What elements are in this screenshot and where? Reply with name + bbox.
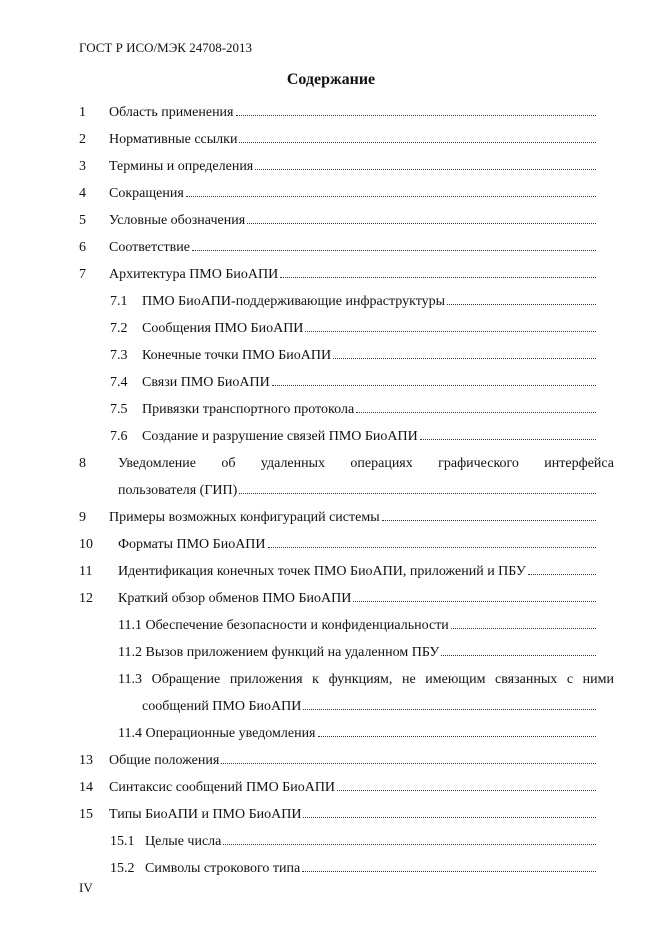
toc-text: Идентификация конечных точек ПМО БиоАПИ, приложений и ПБУ	[118, 564, 526, 579]
toc-text: 11.4 Операционные уведомления	[118, 726, 316, 741]
toc-text: Область применения	[109, 105, 234, 120]
toc-text: Соответствие	[109, 240, 190, 255]
toc-text: ПМО БиоАПИ-поддерживающие инфраструктуры	[142, 294, 446, 309]
toc-number: 7.2	[110, 321, 128, 336]
leader-dots	[356, 411, 596, 413]
leader-dots	[280, 276, 596, 278]
toc-text: Форматы ПМО БиоАПИ	[118, 537, 266, 552]
toc-number: 7.6	[110, 429, 128, 444]
toc-text: Архитектура ПМО БиоАПИ	[109, 267, 279, 282]
toc-entry-7-1[interactable]	[79, 294, 596, 314]
toc-text: Примеры возможных конфигураций системы	[109, 510, 380, 525]
leader-dots	[221, 762, 596, 764]
leader-dots	[353, 600, 596, 602]
toc-number: 2	[79, 132, 86, 147]
toc-text-line2: сообщений ПМО БиоАПИ	[142, 699, 302, 714]
leader-dots	[268, 546, 596, 548]
leader-dots	[239, 141, 596, 143]
leader-dots	[236, 114, 597, 116]
leader-dots	[318, 735, 597, 737]
toc-number: 15.2	[110, 861, 135, 876]
toc-number: 9	[79, 510, 86, 525]
toc-entry-7-6[interactable]	[79, 429, 596, 449]
toc-number: 8	[79, 456, 86, 471]
leader-dots	[420, 438, 596, 440]
toc-entry-7[interactable]	[79, 267, 596, 287]
leader-dots	[305, 330, 596, 332]
toc-number: 14	[79, 780, 93, 795]
leader-dots	[239, 492, 596, 494]
toc-text: Сокращения	[109, 186, 184, 201]
toc-entry-8[interactable]	[79, 456, 614, 500]
leader-dots	[192, 249, 596, 251]
toc-number: 15.1	[110, 834, 135, 849]
toc-number: 15	[79, 807, 93, 822]
toc-number: 7.1	[110, 294, 128, 309]
toc-text: Синтаксис сообщений ПМО БиоАПИ	[109, 780, 336, 795]
toc-text: Термины и определения	[109, 159, 254, 174]
toc-text: Целые числа	[145, 834, 222, 849]
toc-entry-15-1[interactable]	[79, 834, 596, 854]
toc-text: Связи ПМО БиоАПИ	[142, 375, 270, 390]
toc-entry-7-3[interactable]	[79, 348, 596, 368]
toc-entry-11-3[interactable]	[79, 672, 614, 716]
toc-number: 7.5	[110, 402, 128, 417]
toc-number: 6	[79, 240, 86, 255]
leader-dots	[528, 573, 596, 575]
toc-entry-14[interactable]	[79, 780, 596, 800]
toc-text: Нормативные ссылки	[109, 132, 238, 147]
leader-dots	[441, 654, 596, 656]
leader-dots	[382, 519, 596, 521]
toc-text: Условные обозначения	[109, 213, 246, 228]
leader-dots	[447, 303, 596, 305]
leader-dots	[303, 708, 596, 710]
leader-dots	[337, 789, 596, 791]
toc-text: 11.1 Обеспечение безопасности и конфиденциальности	[118, 618, 449, 633]
toc-entry-7-4[interactable]	[79, 375, 596, 395]
toc-text: Краткий обзор обменов ПМО БиоАПИ	[118, 591, 352, 606]
toc-number: 1	[79, 105, 86, 120]
toc-entry-2[interactable]	[79, 132, 596, 152]
toc-text: Общие положения	[109, 753, 220, 768]
page-number: IV	[79, 880, 93, 895]
toc-entry-9[interactable]	[79, 510, 596, 530]
toc-text: 11.2 Вызов приложением функций на удаленном ПБУ	[118, 645, 440, 660]
toc-entry-11-1[interactable]	[79, 618, 596, 638]
toc-text: Типы БиоАПИ и ПМО БиоАПИ	[109, 807, 302, 822]
toc-text: Создание и разрушение связей ПМО БиоАПИ	[142, 429, 418, 444]
toc-number: 7.3	[110, 348, 128, 363]
toc-text-line1: Уведомление об удаленных операциях графического интерфейса	[118, 456, 614, 471]
page-title: Содержание	[286, 71, 376, 88]
toc-entry-11[interactable]	[79, 564, 596, 584]
toc-number: 7.4	[110, 375, 128, 390]
toc-entry-13[interactable]	[79, 753, 596, 773]
leader-dots	[303, 816, 596, 818]
toc-text: Символы строкового типа	[145, 861, 301, 876]
toc-number: 13	[79, 753, 93, 768]
toc-entry-7-5[interactable]	[79, 402, 596, 422]
toc-text-line1: 11.3 Обращение приложения к функциям, не имеющим связанных с ними	[118, 672, 614, 687]
leader-dots	[255, 168, 596, 170]
toc-text-line2: пользователя (ГИП)	[118, 483, 238, 498]
toc-entry-1[interactable]	[79, 105, 596, 125]
toc-entry-11-2[interactable]	[79, 645, 596, 665]
toc-entry-11-4[interactable]	[79, 726, 596, 746]
leader-dots	[247, 222, 596, 224]
toc-number: 4	[79, 186, 86, 201]
toc-entry-12[interactable]	[79, 591, 596, 611]
toc-entry-6[interactable]	[79, 240, 596, 260]
toc-text: Привязки транспортного протокола	[142, 402, 355, 417]
leader-dots	[333, 357, 596, 359]
toc-entry-10[interactable]	[79, 537, 596, 557]
toc-text: Сообщения ПМО БиоАПИ	[142, 321, 304, 336]
toc-entry-5[interactable]	[79, 213, 596, 233]
leader-dots	[302, 870, 596, 872]
leader-dots	[223, 843, 596, 845]
document-header: ГОСТ Р ИСО/МЭК 24708-2013	[79, 40, 253, 55]
toc-number: 7	[79, 267, 86, 282]
toc-number: 3	[79, 159, 86, 174]
toc-text: Конечные точки ПМО БиоАПИ	[142, 348, 332, 363]
toc-entry-15[interactable]	[79, 807, 596, 827]
leader-dots	[186, 195, 596, 197]
toc-entry-4[interactable]	[79, 186, 596, 206]
toc-number: 10	[79, 537, 93, 552]
leader-dots	[272, 384, 596, 386]
toc-entry-7-2[interactable]	[79, 321, 596, 341]
toc-entry-15-2[interactable]	[79, 861, 596, 881]
toc-number: 5	[79, 213, 86, 228]
leader-dots	[451, 627, 596, 629]
toc-entry-3[interactable]	[79, 159, 596, 179]
toc-number: 11	[79, 564, 93, 579]
toc-number: 12	[79, 591, 93, 606]
